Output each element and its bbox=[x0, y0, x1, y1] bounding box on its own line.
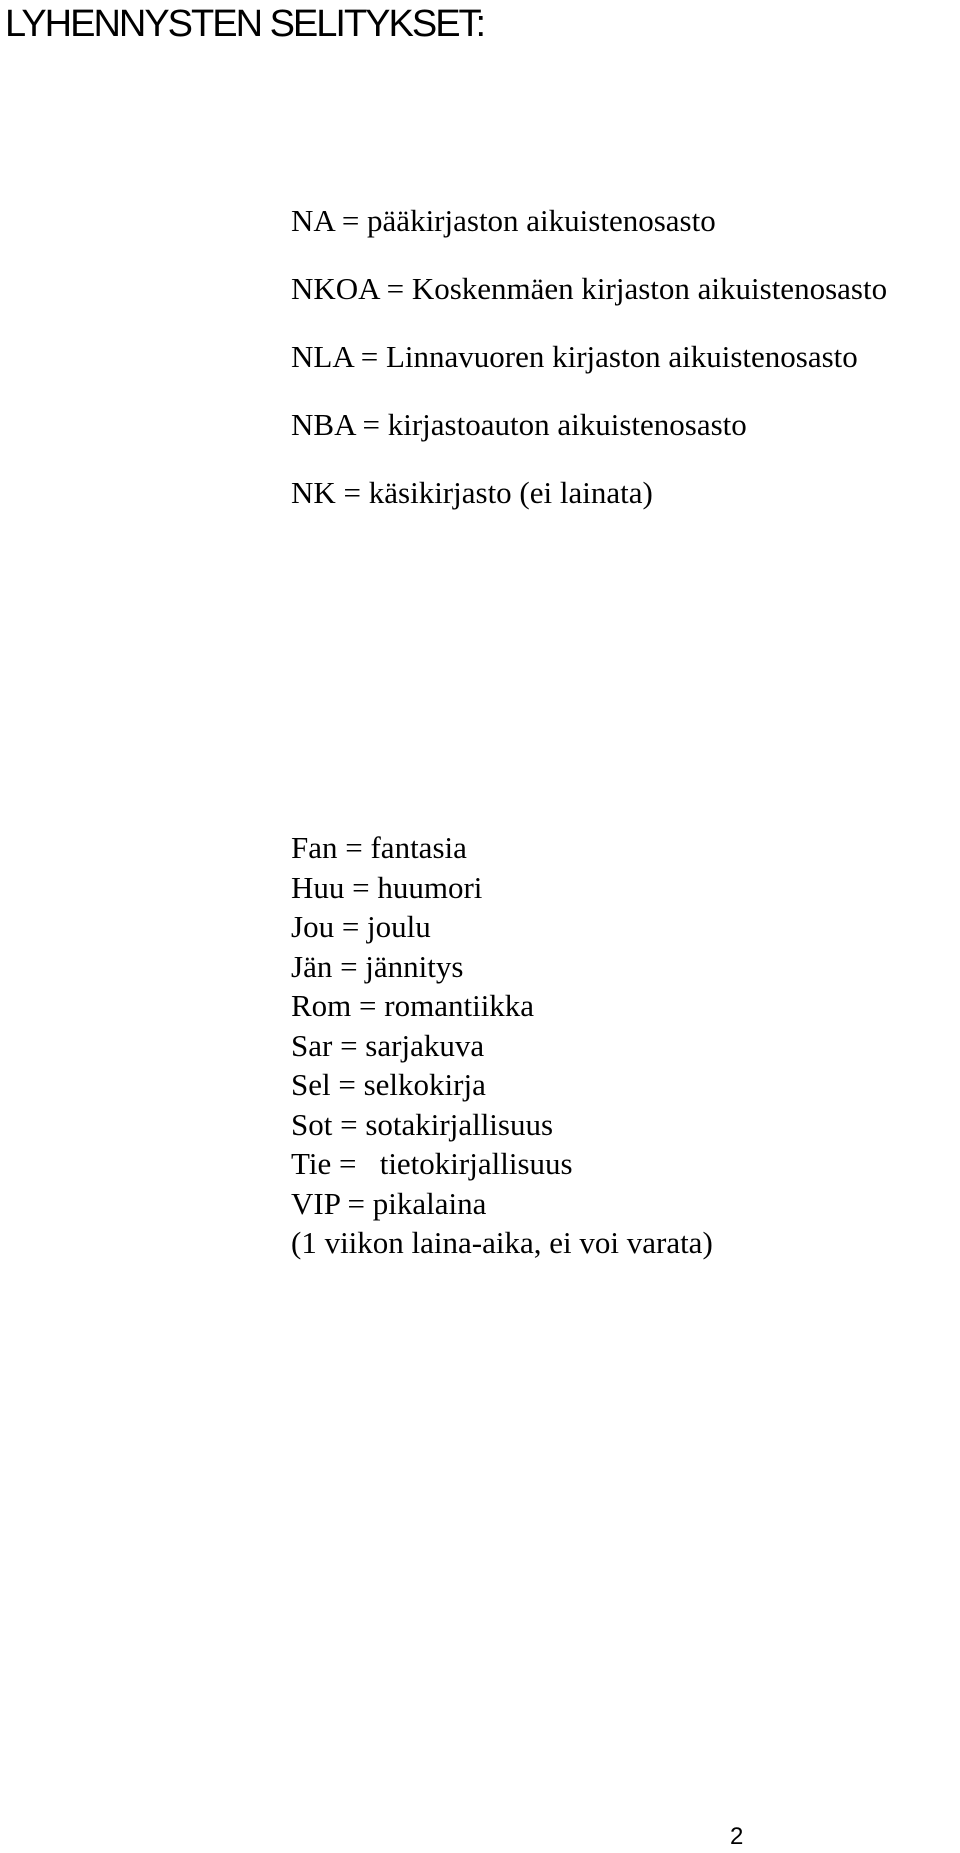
abbreviation-fan: Fan = fantasia bbox=[291, 830, 467, 865]
abbreviation-rom: Rom = romantiikka bbox=[291, 988, 535, 1023]
abbreviation-jou: Jou = joulu bbox=[291, 909, 431, 944]
abbreviation-jan: Jän = jännitys bbox=[291, 948, 464, 984]
abbreviation-sot: Sot = sotakirjallisuus bbox=[291, 1106, 554, 1142]
location-abbreviations-list bbox=[291, 198, 887, 538]
abbreviation-sel: Sel = selkokirja bbox=[291, 1067, 486, 1102]
abbreviation-nkoa: NKOA = Koskenmäen kirjaston aikuistenosasto bbox=[291, 271, 888, 306]
abbreviation-nla: NLA = Linnavuoren kirjaston aikuistenosasto bbox=[291, 339, 858, 374]
abbreviation-nk: NK = käsikirjasto (ei lainata) bbox=[291, 475, 653, 510]
abbreviation-huu: Huu = huumori bbox=[291, 869, 483, 905]
vip-note: (1 viikon laina-aika, ei voi varata) bbox=[291, 1225, 713, 1260]
abbreviation-sar: Sar = sarjakuva bbox=[291, 1027, 485, 1063]
abbreviation-nba: NBA = kirjastoauton aikuistenosasto bbox=[291, 407, 747, 442]
abbreviation-na: NA = pääkirjaston aikuistenosasto bbox=[291, 203, 716, 238]
genre-abbreviations-list bbox=[291, 828, 713, 1263]
abbreviation-tie: Tie = tietokirjallisuus bbox=[291, 1146, 573, 1181]
page-heading: LYHENNYSTEN SELITYKSET: bbox=[5, 3, 485, 45]
abbreviation-vip: VIP = pikalaina bbox=[291, 1185, 487, 1221]
page-number: 2 bbox=[730, 1823, 744, 1850]
